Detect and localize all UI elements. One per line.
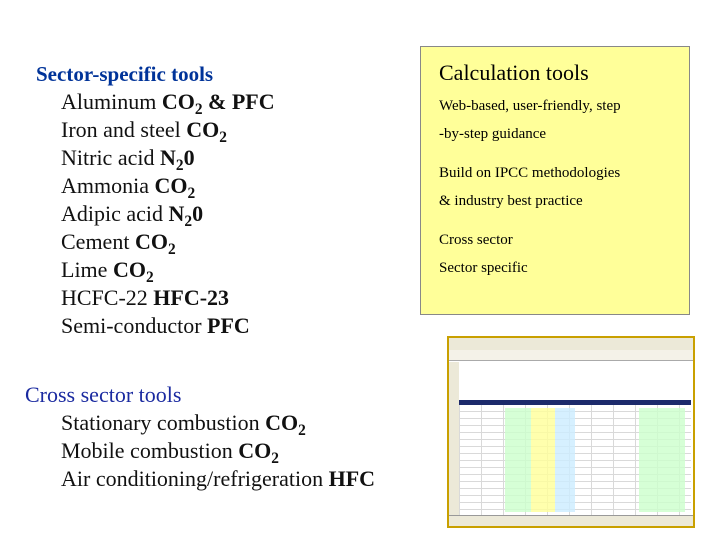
sector-tool-item-text [61,89,195,114]
sector-tools-heading: Sector-specific tools [36,62,214,86]
calc-line-2: -by-step guidance [439,126,547,142]
item-label-text: Lime [61,257,113,282]
chemical-formula: N [159,145,176,170]
chemical-formula: CO [154,173,188,198]
sector-tool-item-text [61,229,168,254]
sector-tool-item-text [61,285,229,310]
cross-sector-tools-items [25,409,375,493]
spreadsheet-sheet-tabs [449,515,693,526]
item-label-text: Air conditioning/refrigeration [61,466,329,491]
calc-line-1: Web-based, user-friendly, step [439,98,621,114]
sector-tool-item [36,116,275,144]
sector-tool-item-text [61,313,250,338]
sector-tool-item-text [61,117,219,142]
item-label-text: Semi-conductor [61,313,208,338]
cross-tool-item-text [61,466,375,491]
sector-tool-item-subscript: 2 [167,241,176,258]
item-label-text: Nitric acid [61,145,160,170]
sector-tool-item-text [61,257,146,282]
sector-tool-item [36,88,275,116]
spreadsheet-blue-column [555,408,575,512]
sector-tool-item [36,144,275,172]
calculation-tools-title: Calculation tools [439,60,589,85]
chemical-formula: CO [238,438,272,463]
cross-tool-item-subscript: 2 [271,450,279,467]
item-label-text: Stationary combustion [61,410,266,435]
cross-sector-tools-heading: Cross sector tools [25,382,182,407]
sector-tool-item-tail: 0 [192,201,204,226]
spreadsheet-screenshot [447,336,695,528]
sector-tool-item-subscript: 2 [187,185,196,202]
spreadsheet-header-band [459,400,691,405]
sector-tools-items [36,88,275,340]
calc-line-6: Sector specific [439,260,528,276]
sector-tool-item-subscript: 2 [145,269,154,286]
chemical-formula: CO [186,117,220,142]
sector-tool-item-subscript: 2 [219,129,227,146]
chemical-formula: CO [134,229,168,254]
item-label-text: Iron and steel [61,117,187,142]
cross-tool-item-text [61,410,298,435]
sector-tool-item-text [61,145,176,170]
sector-tool-item-subscript: 2 [194,101,203,118]
cross-tool-item-text [61,438,271,463]
sector-tool-item [36,284,275,312]
sector-tool-item-text [61,173,188,198]
chemical-formula: HFC [328,466,376,491]
sector-tool-item [36,312,275,340]
item-label-text: Aluminum [61,89,162,114]
sector-tool-item [36,200,275,228]
sector-tool-item-tail: & PFC [202,89,275,114]
item-label-text: Cement [61,229,135,254]
cross-tool-item [25,465,375,493]
spreadsheet-header-area [459,362,691,401]
sector-tool-item [36,256,275,284]
cross-tool-item [25,409,375,437]
cross-sector-tools-list [25,381,375,493]
sector-tool-item [36,172,275,200]
sector-tool-item-text [61,201,184,226]
sector-tool-item [36,228,275,256]
spreadsheet-green-column [505,408,531,512]
item-label-text: Mobile combustion [61,438,239,463]
chemical-formula: N [168,201,185,226]
chemical-formula: CO [265,410,299,435]
chemical-formula: HFC-23 [153,285,230,310]
sector-tool-item-subscript: 2 [175,157,184,174]
calculation-tools-box [420,46,690,315]
calc-line-5: Cross sector [439,232,513,248]
sector-tool-item-subscript: 2 [184,213,193,230]
sector-tool-item-tail: 0 [183,145,195,170]
cross-tool-item-subscript: 2 [298,422,306,439]
item-label-text: Adipic acid [61,201,169,226]
chemical-formula: CO [161,89,195,114]
chemical-formula: CO [112,257,146,282]
item-label-text: Ammonia [61,173,155,198]
chemical-formula: PFC [207,313,250,338]
cross-tool-item [25,437,375,465]
sector-tools-list [36,60,275,340]
spreadsheet-green-column-right [639,408,685,512]
calc-line-4: & industry best practice [439,193,583,209]
item-label-text: HCFC-22 [61,285,154,310]
spreadsheet-yellow-column [531,408,555,512]
calc-line-3: Build on IPCC methodologies [439,165,621,181]
spreadsheet-toolbar [449,350,693,361]
